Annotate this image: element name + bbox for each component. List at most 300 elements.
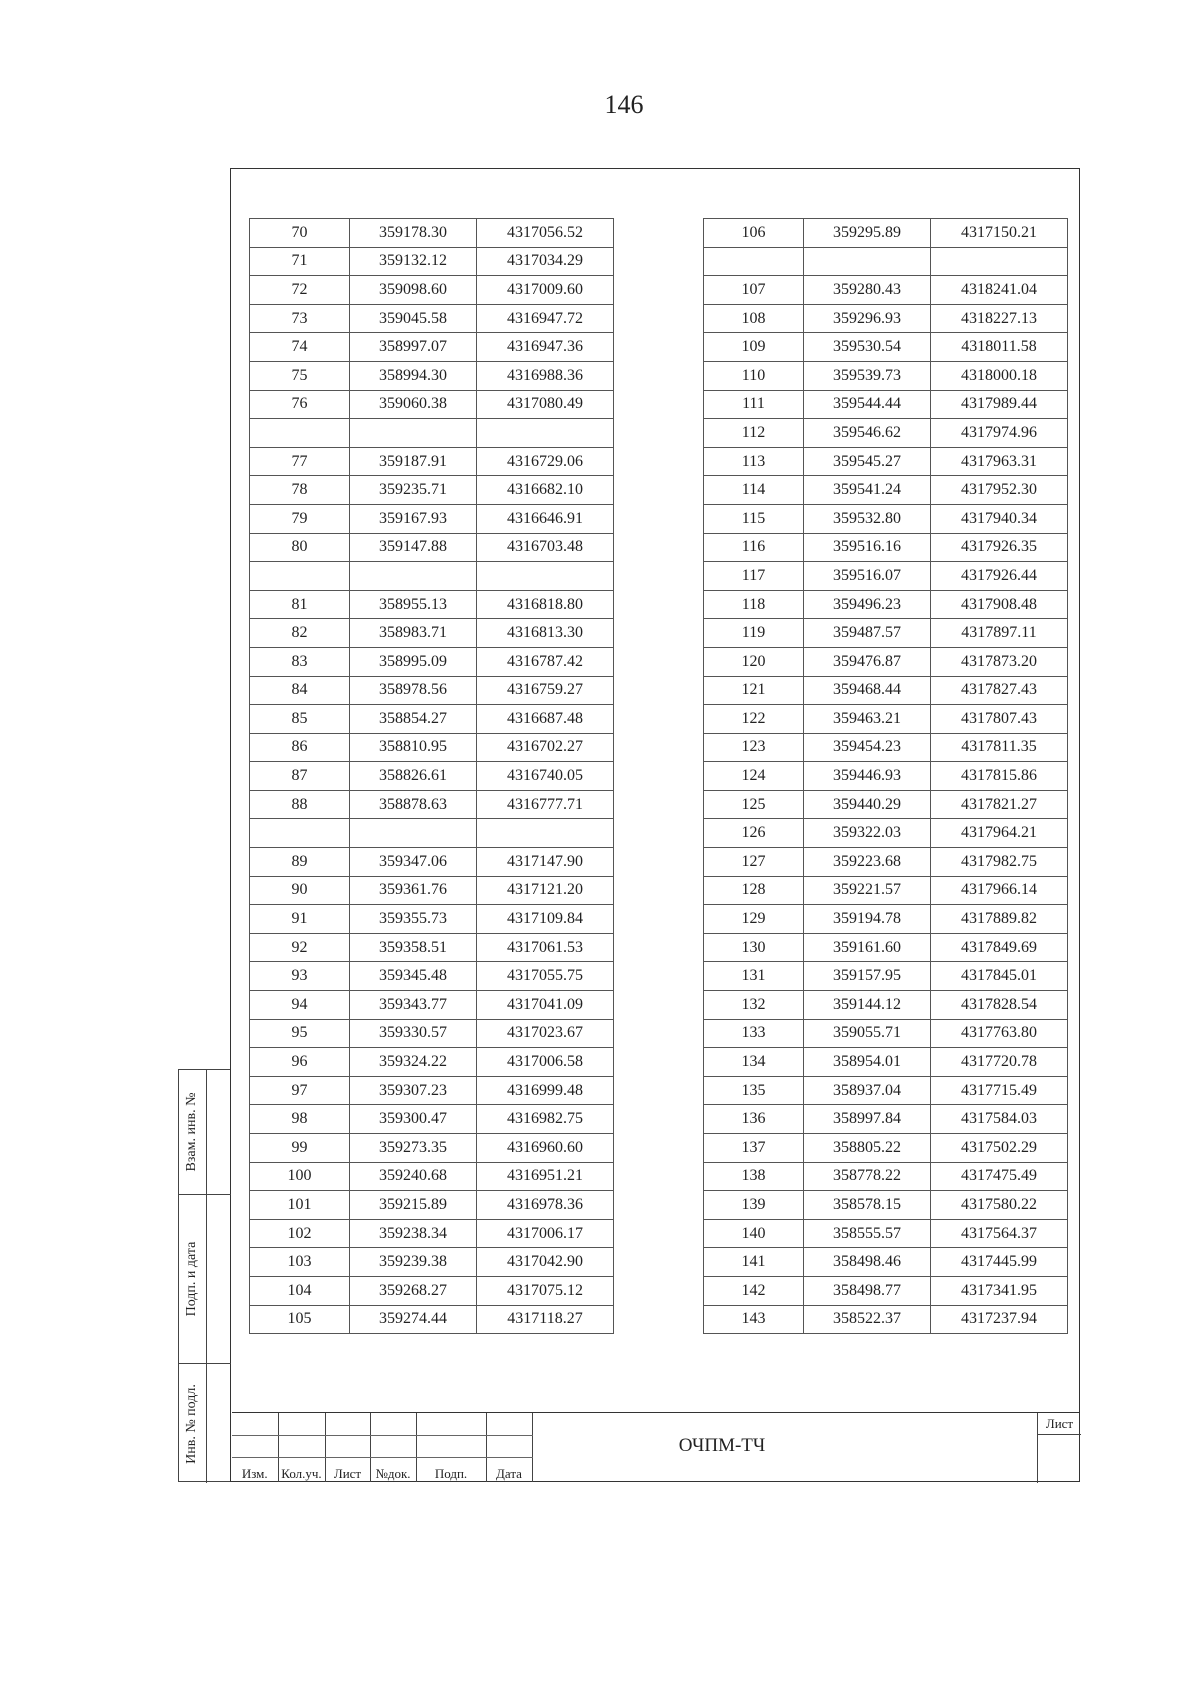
y-coordinate-cell: 4317121.20: [477, 876, 614, 905]
x-coordinate-cell: 359161.60: [804, 933, 931, 962]
header-doc-number: №док.: [370, 1457, 416, 1482]
point-number-cell: 143: [704, 1305, 804, 1334]
table-row: [704, 1305, 1068, 1334]
point-number-cell: 87: [250, 762, 350, 791]
table-row: [250, 647, 614, 676]
table-row: [250, 1048, 614, 1077]
y-coordinate-cell: [477, 419, 614, 448]
point-number-cell: 72: [250, 276, 350, 305]
table-row: [704, 1162, 1068, 1191]
point-number-cell: 109: [704, 333, 804, 362]
x-coordinate-cell: 359238.34: [350, 1219, 477, 1248]
x-coordinate-cell: 359532.80: [804, 504, 931, 533]
y-coordinate-cell: 4317807.43: [931, 705, 1068, 734]
table-row: [704, 304, 1068, 333]
y-coordinate-cell: 4316818.80: [477, 590, 614, 619]
table-row: [250, 533, 614, 562]
y-coordinate-cell: 4317849.69: [931, 933, 1068, 962]
table-row: [250, 1276, 614, 1305]
point-number-cell: 134: [704, 1048, 804, 1077]
x-coordinate-cell: 358995.09: [350, 647, 477, 676]
x-coordinate-cell: 358997.84: [804, 1105, 931, 1134]
y-coordinate-cell: 4316702.27: [477, 733, 614, 762]
point-number-cell: 137: [704, 1134, 804, 1163]
point-number-cell: 94: [250, 991, 350, 1020]
y-coordinate-cell: 4317118.27: [477, 1305, 614, 1334]
y-coordinate-cell: 4316947.72: [477, 304, 614, 333]
y-coordinate-cell: [477, 819, 614, 848]
table-row: [250, 676, 614, 705]
y-coordinate-cell: 4317889.82: [931, 905, 1068, 934]
sheet-label: Лист: [1038, 1413, 1081, 1435]
y-coordinate-cell: 4317926.44: [931, 562, 1068, 591]
y-coordinate-cell: 4317564.37: [931, 1219, 1068, 1248]
x-coordinate-cell: 359487.57: [804, 619, 931, 648]
x-coordinate-cell: 359539.73: [804, 361, 931, 390]
x-coordinate-cell: 359516.07: [804, 562, 931, 591]
x-coordinate-cell: 359440.29: [804, 790, 931, 819]
table-row: [250, 333, 614, 362]
point-number-cell: 133: [704, 1019, 804, 1048]
table-row: [704, 504, 1068, 533]
table-row: [704, 447, 1068, 476]
x-coordinate-cell: [350, 562, 477, 591]
point-number-cell: 79: [250, 504, 350, 533]
point-number-cell: 83: [250, 647, 350, 676]
table-row: [704, 1048, 1068, 1077]
y-coordinate-cell: 4316787.42: [477, 647, 614, 676]
x-coordinate-cell: 358578.15: [804, 1191, 931, 1220]
table-row: [250, 390, 614, 419]
y-coordinate-cell: 4317475.49: [931, 1162, 1068, 1191]
x-coordinate-cell: 359361.76: [350, 876, 477, 905]
table-row: [250, 1134, 614, 1163]
header-date: Дата: [486, 1457, 532, 1482]
x-coordinate-cell: 359240.68: [350, 1162, 477, 1191]
y-coordinate-cell: [931, 247, 1068, 276]
x-coordinate-cell: 358555.57: [804, 1219, 931, 1248]
x-coordinate-cell: 359235.71: [350, 476, 477, 505]
point-number-cell: 115: [704, 504, 804, 533]
point-number-cell: 82: [250, 619, 350, 648]
table-row: [704, 1019, 1068, 1048]
point-number-cell: 102: [250, 1219, 350, 1248]
point-number-cell: 86: [250, 733, 350, 762]
x-coordinate-cell: 358805.22: [804, 1134, 931, 1163]
x-coordinate-cell: [804, 247, 931, 276]
point-number-cell: 84: [250, 676, 350, 705]
y-coordinate-cell: 4317580.22: [931, 1191, 1068, 1220]
y-coordinate-cell: 4317034.29: [477, 247, 614, 276]
point-number-cell: 124: [704, 762, 804, 791]
y-coordinate-cell: 4316813.30: [477, 619, 614, 648]
point-number-cell: 80: [250, 533, 350, 562]
x-coordinate-cell: 359187.91: [350, 447, 477, 476]
y-coordinate-cell: 4317966.14: [931, 876, 1068, 905]
point-number-cell: 70: [250, 219, 350, 248]
table-row: [250, 905, 614, 934]
x-coordinate-cell: 358810.95: [350, 733, 477, 762]
table-row: [704, 647, 1068, 676]
x-coordinate-cell: 359300.47: [350, 1105, 477, 1134]
x-coordinate-cell: 358954.01: [804, 1048, 931, 1077]
y-coordinate-cell: 4317502.29: [931, 1134, 1068, 1163]
x-coordinate-cell: 359221.57: [804, 876, 931, 905]
coordinates-table-right: [703, 218, 1068, 1334]
y-coordinate-cell: 4317237.94: [931, 1305, 1068, 1334]
table-row: [704, 991, 1068, 1020]
point-number-cell: 85: [250, 705, 350, 734]
point-number-cell: 100: [250, 1162, 350, 1191]
point-number-cell: 93: [250, 962, 350, 991]
x-coordinate-cell: 359330.57: [350, 1019, 477, 1048]
y-coordinate-cell: 4317845.01: [931, 962, 1068, 991]
point-number-cell: 81: [250, 590, 350, 619]
x-coordinate-cell: 359545.27: [804, 447, 931, 476]
y-coordinate-cell: 4317989.44: [931, 390, 1068, 419]
y-coordinate-cell: 4317964.21: [931, 819, 1068, 848]
table-row: [704, 819, 1068, 848]
y-coordinate-cell: 4316999.48: [477, 1076, 614, 1105]
y-coordinate-cell: 4317940.34: [931, 504, 1068, 533]
point-number-cell: 111: [704, 390, 804, 419]
table-row: [704, 276, 1068, 305]
table-row: [704, 390, 1068, 419]
table-row: [704, 1219, 1068, 1248]
table-row: [704, 733, 1068, 762]
header-sheet: Лист: [325, 1457, 370, 1482]
y-coordinate-cell: 4317042.90: [477, 1248, 614, 1277]
table-row: [704, 962, 1068, 991]
point-number-cell: 77: [250, 447, 350, 476]
x-coordinate-cell: [350, 419, 477, 448]
table-row: [704, 1248, 1068, 1277]
point-number-cell: 89: [250, 848, 350, 877]
table-row: [250, 962, 614, 991]
point-number-cell: 98: [250, 1105, 350, 1134]
y-coordinate-cell: 4317982.75: [931, 848, 1068, 877]
table-row: [250, 790, 614, 819]
point-number-cell: 104: [250, 1276, 350, 1305]
point-number-cell: 122: [704, 705, 804, 734]
x-coordinate-cell: 359060.38: [350, 390, 477, 419]
table-row: [704, 848, 1068, 877]
table-row: [250, 1305, 614, 1334]
x-coordinate-cell: 359194.78: [804, 905, 931, 934]
header-signature: Подп.: [416, 1457, 486, 1482]
y-coordinate-cell: [477, 562, 614, 591]
point-number-cell: 120: [704, 647, 804, 676]
y-coordinate-cell: 4318227.13: [931, 304, 1068, 333]
point-number-cell: 132: [704, 991, 804, 1020]
point-number-cell: 128: [704, 876, 804, 905]
side-label: Подп. и дата: [184, 1241, 199, 1317]
table-row: [250, 733, 614, 762]
point-number-cell: 107: [704, 276, 804, 305]
point-number-cell: 125: [704, 790, 804, 819]
table-row: [250, 1219, 614, 1248]
table-row: [250, 1019, 614, 1048]
table-row: [704, 705, 1068, 734]
table-row: [704, 619, 1068, 648]
y-coordinate-cell: 4317061.53: [477, 933, 614, 962]
x-coordinate-cell: 359157.95: [804, 962, 931, 991]
y-coordinate-cell: 4317715.49: [931, 1076, 1068, 1105]
x-coordinate-cell: 359446.93: [804, 762, 931, 791]
table-row: [704, 219, 1068, 248]
table-row: [250, 476, 614, 505]
table-row: [250, 705, 614, 734]
x-coordinate-cell: 359546.62: [804, 419, 931, 448]
table-row: [704, 762, 1068, 791]
point-number-cell: 106: [704, 219, 804, 248]
x-coordinate-cell: 359355.73: [350, 905, 477, 934]
table-row: [250, 848, 614, 877]
table-row: [704, 476, 1068, 505]
y-coordinate-cell: 4317009.60: [477, 276, 614, 305]
y-coordinate-cell: 4316682.10: [477, 476, 614, 505]
table-row: [250, 762, 614, 791]
y-coordinate-cell: 4317811.35: [931, 733, 1068, 762]
table-row: [704, 361, 1068, 390]
table-row: [250, 619, 614, 648]
point-number-cell: 103: [250, 1248, 350, 1277]
table-row: [250, 504, 614, 533]
x-coordinate-cell: 359295.89: [804, 219, 931, 248]
table-row: [704, 419, 1068, 448]
point-number-cell: 101: [250, 1191, 350, 1220]
header-change: Изм.: [232, 1457, 278, 1482]
x-coordinate-cell: 359468.44: [804, 676, 931, 705]
x-coordinate-cell: 359307.23: [350, 1076, 477, 1105]
y-coordinate-cell: 4317963.31: [931, 447, 1068, 476]
revision-grid: [232, 1413, 533, 1482]
point-number-cell: [704, 247, 804, 276]
y-coordinate-cell: 4316988.36: [477, 361, 614, 390]
y-coordinate-cell: 4317908.48: [931, 590, 1068, 619]
point-number-cell: 119: [704, 619, 804, 648]
y-coordinate-cell: 4317147.90: [477, 848, 614, 877]
table-row: [250, 361, 614, 390]
coordinates-table-left: [249, 218, 614, 1334]
table-row: [250, 447, 614, 476]
table-row: [704, 1105, 1068, 1134]
point-number-cell: 95: [250, 1019, 350, 1048]
point-number-cell: 92: [250, 933, 350, 962]
x-coordinate-cell: 358997.07: [350, 333, 477, 362]
point-number-cell: [250, 562, 350, 591]
x-coordinate-cell: 359144.12: [804, 991, 931, 1020]
point-number-cell: 131: [704, 962, 804, 991]
table-row: [704, 1076, 1068, 1105]
point-number-cell: 96: [250, 1048, 350, 1077]
y-coordinate-cell: 4317897.11: [931, 619, 1068, 648]
y-coordinate-cell: 4317815.86: [931, 762, 1068, 791]
y-coordinate-cell: 4316947.36: [477, 333, 614, 362]
x-coordinate-cell: 359516.16: [804, 533, 931, 562]
x-coordinate-cell: 358778.22: [804, 1162, 931, 1191]
table-row: [704, 1191, 1068, 1220]
x-coordinate-cell: 359273.35: [350, 1134, 477, 1163]
y-coordinate-cell: 4316777.71: [477, 790, 614, 819]
x-coordinate-cell: 358994.30: [350, 361, 477, 390]
table-row: [250, 1248, 614, 1277]
point-number-cell: 142: [704, 1276, 804, 1305]
y-coordinate-cell: 4316960.60: [477, 1134, 614, 1163]
y-coordinate-cell: 4317056.52: [477, 219, 614, 248]
x-coordinate-cell: 359343.77: [350, 991, 477, 1020]
x-coordinate-cell: 359544.44: [804, 390, 931, 419]
x-coordinate-cell: 359530.54: [804, 333, 931, 362]
y-coordinate-cell: 4317445.99: [931, 1248, 1068, 1277]
x-coordinate-cell: 359496.23: [804, 590, 931, 619]
page-number: 146: [604, 90, 644, 119]
y-coordinate-cell: 4316740.05: [477, 762, 614, 791]
x-coordinate-cell: 358826.61: [350, 762, 477, 791]
point-number-cell: 135: [704, 1076, 804, 1105]
y-coordinate-cell: 4317827.43: [931, 676, 1068, 705]
x-coordinate-cell: 359454.23: [804, 733, 931, 762]
x-coordinate-cell: 359215.89: [350, 1191, 477, 1220]
point-number-cell: 73: [250, 304, 350, 333]
y-coordinate-cell: 4317150.21: [931, 219, 1068, 248]
y-coordinate-cell: 4317720.78: [931, 1048, 1068, 1077]
x-coordinate-cell: 359476.87: [804, 647, 931, 676]
point-number-cell: 110: [704, 361, 804, 390]
y-coordinate-cell: 4317584.03: [931, 1105, 1068, 1134]
y-coordinate-cell: 4317952.30: [931, 476, 1068, 505]
table-row: [704, 905, 1068, 934]
x-coordinate-cell: 358498.77: [804, 1276, 931, 1305]
point-number-cell: 126: [704, 819, 804, 848]
point-number-cell: 113: [704, 447, 804, 476]
y-coordinate-cell: 4316703.48: [477, 533, 614, 562]
table-row: [250, 219, 614, 248]
x-coordinate-cell: 359358.51: [350, 933, 477, 962]
point-number-cell: 136: [704, 1105, 804, 1134]
table-row: [250, 1076, 614, 1105]
point-number-cell: 116: [704, 533, 804, 562]
x-coordinate-cell: 359223.68: [804, 848, 931, 877]
x-coordinate-cell: 359167.93: [350, 504, 477, 533]
side-label: Инв. № подл.: [184, 1383, 199, 1464]
y-coordinate-cell: 4317341.95: [931, 1276, 1068, 1305]
y-coordinate-cell: 4317974.96: [931, 419, 1068, 448]
table-row: [704, 333, 1068, 362]
point-number-cell: 71: [250, 247, 350, 276]
side-cell-original-inv: [179, 1364, 231, 1483]
point-number-cell: 99: [250, 1134, 350, 1163]
table-row: [704, 533, 1068, 562]
y-coordinate-cell: 4316951.21: [477, 1162, 614, 1191]
table-row: [704, 590, 1068, 619]
side-cell-signature-date: [179, 1195, 231, 1364]
point-number-cell: [250, 419, 350, 448]
x-coordinate-cell: 359347.06: [350, 848, 477, 877]
document-code: ОЧПМ-ТЧ: [678, 1435, 766, 1456]
y-coordinate-cell: 4317109.84: [477, 905, 614, 934]
point-number-cell: 118: [704, 590, 804, 619]
table-row: [250, 991, 614, 1020]
y-coordinate-cell: 4316729.06: [477, 447, 614, 476]
x-coordinate-cell: 359463.21: [804, 705, 931, 734]
x-coordinate-cell: 359239.38: [350, 1248, 477, 1277]
y-coordinate-cell: 4317041.09: [477, 991, 614, 1020]
point-number-cell: 121: [704, 676, 804, 705]
table-row: [250, 419, 614, 448]
y-coordinate-cell: 4317006.17: [477, 1219, 614, 1248]
table-row: [250, 590, 614, 619]
y-coordinate-cell: 4318000.18: [931, 361, 1068, 390]
point-number-cell: 140: [704, 1219, 804, 1248]
point-number-cell: 138: [704, 1162, 804, 1191]
table-row: [250, 1105, 614, 1134]
point-number-cell: 76: [250, 390, 350, 419]
point-number-cell: 91: [250, 905, 350, 934]
header-count: Кол.уч.: [278, 1457, 325, 1482]
y-coordinate-cell: 4317926.35: [931, 533, 1068, 562]
x-coordinate-cell: 359147.88: [350, 533, 477, 562]
y-coordinate-cell: 4316978.36: [477, 1191, 614, 1220]
point-number-cell: 74: [250, 333, 350, 362]
table-row: [250, 933, 614, 962]
y-coordinate-cell: 4317828.54: [931, 991, 1068, 1020]
table-row: [704, 1134, 1068, 1163]
side-label: Взам. инв. №: [184, 1092, 199, 1172]
x-coordinate-cell: 359098.60: [350, 276, 477, 305]
table-row: [250, 247, 614, 276]
x-coordinate-cell: 359178.30: [350, 219, 477, 248]
table-row: [250, 819, 614, 848]
point-number-cell: 114: [704, 476, 804, 505]
title-block: [232, 1412, 1080, 1482]
table-row: [250, 276, 614, 305]
y-coordinate-cell: 4317006.58: [477, 1048, 614, 1077]
point-number-cell: 117: [704, 562, 804, 591]
point-number-cell: 123: [704, 733, 804, 762]
x-coordinate-cell: 358878.63: [350, 790, 477, 819]
point-number-cell: 139: [704, 1191, 804, 1220]
table-row: [250, 562, 614, 591]
x-coordinate-cell: 359132.12: [350, 247, 477, 276]
table-row: [250, 304, 614, 333]
point-number-cell: 130: [704, 933, 804, 962]
table-row: [704, 247, 1068, 276]
x-coordinate-cell: 359345.48: [350, 962, 477, 991]
y-coordinate-cell: 4317023.67: [477, 1019, 614, 1048]
y-coordinate-cell: 4317075.12: [477, 1276, 614, 1305]
table-row: [250, 1162, 614, 1191]
x-coordinate-cell: 359324.22: [350, 1048, 477, 1077]
point-number-cell: 105: [250, 1305, 350, 1334]
y-coordinate-cell: 4317873.20: [931, 647, 1068, 676]
point-number-cell: 141: [704, 1248, 804, 1277]
x-coordinate-cell: 359280.43: [804, 276, 931, 305]
point-number-cell: [250, 819, 350, 848]
x-coordinate-cell: 359541.24: [804, 476, 931, 505]
side-cell-replacement-inv: [179, 1070, 231, 1195]
x-coordinate-cell: 358937.04: [804, 1076, 931, 1105]
x-coordinate-cell: 358978.56: [350, 676, 477, 705]
y-coordinate-cell: 4316687.48: [477, 705, 614, 734]
point-number-cell: 112: [704, 419, 804, 448]
table-row: [250, 1191, 614, 1220]
table-row: [704, 933, 1068, 962]
x-coordinate-cell: [350, 819, 477, 848]
y-coordinate-cell: 4318241.04: [931, 276, 1068, 305]
point-number-cell: 129: [704, 905, 804, 934]
x-coordinate-cell: 358955.13: [350, 590, 477, 619]
